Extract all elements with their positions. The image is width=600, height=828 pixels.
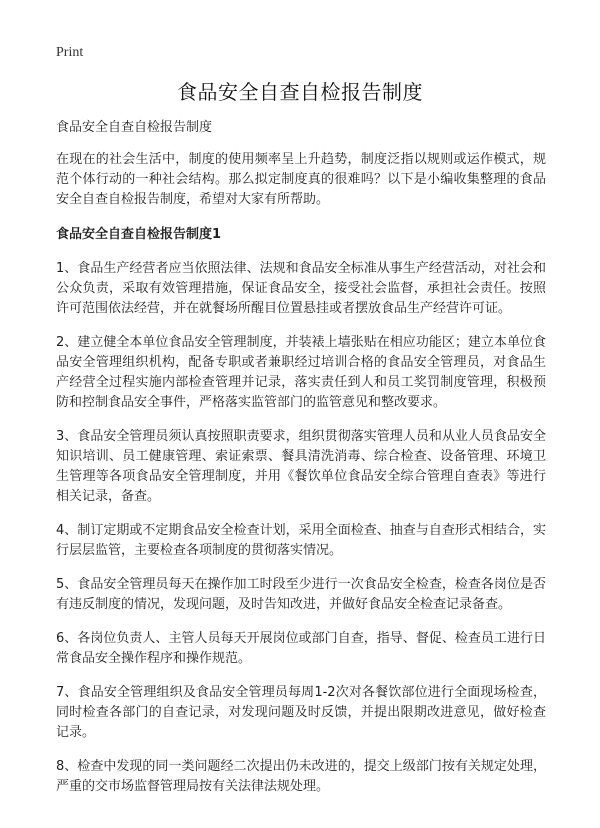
document-title: 食品安全自查自检报告制度 <box>177 80 423 104</box>
intro-paragraph: 在现在的社会生活中，制度的使用频率呈上升趋势，制度泛指以规则或运作模式，规范个体行动的一种社会结构。那么拟定制度真的很难吗？以下是小编收集整理的食品安全自查自检报告制度，希望对大家有所帮助。 <box>56 152 546 207</box>
rule-paragraph-5: 5、食品安全管理员每天在操作加工时段至少进行一次食品安全检查，检查各岗位是否有违反制度的情况，发现问题，及时告知改进，并做好食品安全检查记录备查。 <box>56 577 546 612</box>
rule-paragraph-7: 7、食品安全管理组织及食品安全管理员每周1-2次对各餐饮部位进行全面现场检查，同时检查各部门的自查记录，对发现问题及时反馈，并提出限期改进意见，做好检查记录。 <box>56 685 546 740</box>
document-body <box>56 118 546 811</box>
print-link[interactable]: Print <box>56 45 84 60</box>
rule-paragraph-1: 1、食品生产经营者应当依照法律、法规和食品安全标准从事生产经营活动，对社会和公众负责，采取有效管理措施，保证食品安全，接受社会监督，承担社会责任。按照许可范围依法经营，并在就餐场所醒目位置悬挂或者摆放食品生产经营许可证。 <box>56 261 546 316</box>
rule-paragraph-3: 3、食品安全管理员须认真按照职责要求，组织贯彻落实管理人员和从业人员食品安全知识培训、员工健康管理、索证索票、餐具清洗消毒、综合检查、设备管理、环境卫生管理等各项食品安全管理制度，并用《餐饮单位食品安全综合管理自查表》等进行相关记录，备查。 <box>56 429 546 504</box>
rule-paragraph-6: 6、各岗位负责人、主管人员每天开展岗位或部门自查，指导、督促、检查员工进行日常食品安全操作程序和操作规范。 <box>56 631 546 666</box>
rule-paragraph-8: 8、检查中发现的同一类问题经二次提出仍未改进的，提交上级部门按有关规定处理，严重的交市场监督管理局按有关法律法规处理。 <box>56 759 546 794</box>
section-heading: 食品安全自查自检报告制度1 <box>56 227 222 242</box>
rule-paragraph-4: 4、制订定期或不定期食品安全检查计划，采用全面检查、抽查与自查形式相结合，实行层层监管，主要检查各项制度的贯彻落实情况。 <box>56 523 546 558</box>
rule-paragraph-2: 2、建立健全本单位食品安全管理制度，并装裱上墙张贴在相应功能区；建立本单位食品安全管理组织机构，配备专职或者兼职经过培训合格的食品安全管理员，对食品生产经营全过程实施内部检查管理并记录，落实责任到人和员工奖罚制度管理，积极预防和控制食品安全事件，严格落实监管部门的监管意见和整改要求。 <box>56 335 546 410</box>
document-subtitle: 食品安全自查自检报告制度 <box>56 120 213 135</box>
